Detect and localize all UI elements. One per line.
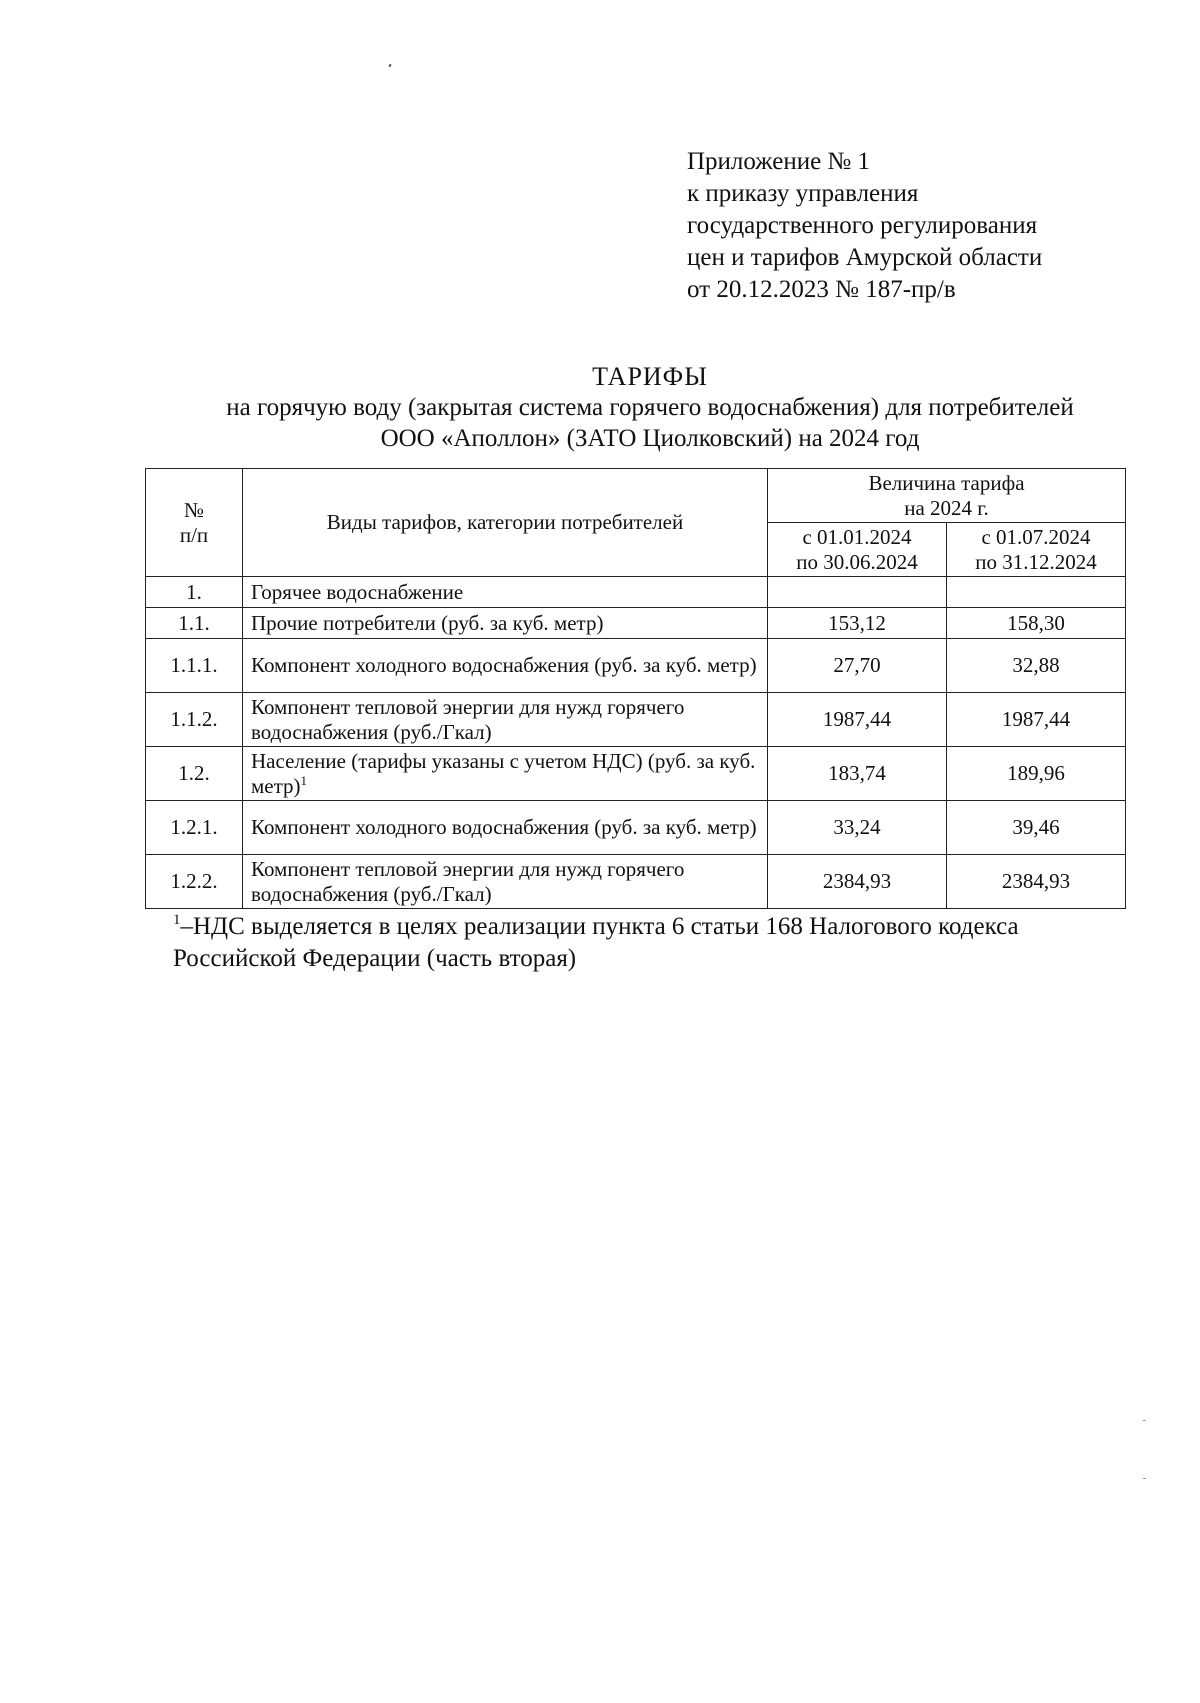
header-value-group-line1: Величина тарифа [868, 470, 1025, 495]
table-row [146, 801, 1126, 855]
scan-mark [1143, 1420, 1146, 1421]
row-num: 1.2. [146, 747, 243, 801]
tariff-table [145, 468, 1126, 909]
header-num-label: п/п [179, 522, 209, 547]
header-value-group-line2: на 2024 г. [904, 495, 989, 520]
row-value-period1: 33,24 [768, 801, 947, 855]
table-row [146, 639, 1126, 693]
header-period2-end: по 31.12.2024 [975, 549, 1097, 574]
row-value-period2: 32,88 [947, 639, 1126, 693]
scan-mark [1143, 1478, 1146, 1479]
header-num-symbol: № [183, 497, 205, 522]
footnote-line2: Российской Федерации (часть вторая) [173, 945, 577, 972]
header-period1 [768, 523, 947, 577]
annex-line: цен и тарифов Амурской области [687, 244, 1043, 271]
header-value-group [768, 469, 1126, 523]
row-name: Горячее водоснабжение [243, 577, 768, 608]
table-row [146, 693, 1126, 747]
header-period1-end: по 30.06.2024 [796, 549, 918, 574]
title-main: ТАРИФЫ [592, 362, 708, 391]
row-name: Прочие потребители (руб. за куб. метр) [243, 608, 768, 639]
footnote-ref: 1 [300, 772, 308, 788]
table-row [146, 855, 1126, 909]
scan-speck [388, 64, 391, 68]
table-row [146, 747, 1126, 801]
annex-line: государственного регулирования [687, 212, 1038, 239]
annex-header [687, 146, 1157, 306]
row-num: 1. [146, 577, 243, 608]
table-header-row [146, 469, 1126, 523]
document-title [140, 361, 1160, 454]
row-value-period2: 39,46 [947, 801, 1126, 855]
annex-line: Приложение № 1 [687, 148, 871, 175]
row-value-period1 [768, 577, 947, 608]
header-period2 [947, 523, 1126, 577]
row-value-period2: 189,96 [947, 747, 1126, 801]
header-period1-start: с 01.01.2024 [802, 524, 912, 549]
row-num: 1.2.2. [146, 855, 243, 909]
header-period2-start: с 01.07.2024 [981, 524, 1091, 549]
row-value-period1: 2384,93 [768, 855, 947, 909]
row-value-period1: 27,70 [768, 639, 947, 693]
row-value-period2 [947, 577, 1126, 608]
row-name-with-footnote [243, 747, 768, 801]
row-value-period1: 183,74 [768, 747, 947, 801]
row-name: Компонент холодного водоснабжения (руб. за куб. метр) [243, 801, 768, 855]
row-name: Компонент холодного водоснабжения (руб. за куб. метр) [243, 639, 768, 693]
row-value-period1: 153,12 [768, 608, 947, 639]
row-num: 1.1.1. [146, 639, 243, 693]
row-value-period1: 1987,44 [768, 693, 947, 747]
row-name: Компонент тепловой энергии для нужд горячего водоснабжения (руб./Гкал) [243, 693, 768, 747]
row-value-period2: 1987,44 [947, 693, 1126, 747]
row-num: 1.2.1. [146, 801, 243, 855]
annex-line: от 20.12.2023 № 187-пр/в [687, 276, 956, 303]
row-name: Компонент тепловой энергии для нужд горячего водоснабжения (руб./Гкал) [243, 855, 768, 909]
row-value-period2: 2384,93 [947, 855, 1126, 909]
header-num-cell [146, 469, 243, 577]
table-row [146, 608, 1126, 639]
row-name: Население (тарифы указаны с учетом НДС) (руб. за куб. метр) [251, 748, 756, 798]
row-value-period2: 158,30 [947, 608, 1126, 639]
title-subtitle-line2: ООО «Аполлон» (ЗАТО Циолковский) на 2024 год [380, 425, 920, 452]
table-row [146, 577, 1126, 608]
header-name-cell: Виды тарифов, категории потребителей [243, 469, 768, 577]
footnote-text: –НДС выделяется в целях реализации пункта 6 статьи 168 Налогового кодекса [180, 913, 1019, 940]
annex-line: к приказу управления [687, 180, 919, 207]
footnote-line1 [173, 911, 1133, 943]
row-num: 1.1. [146, 608, 243, 639]
row-num: 1.1.2. [146, 693, 243, 747]
footnote [173, 911, 1133, 975]
footnote-mark: 1 [173, 912, 181, 928]
title-subtitle-line1: на горячую воду (закрытая система горячего водоснабжения) для потребителей [226, 394, 1074, 421]
